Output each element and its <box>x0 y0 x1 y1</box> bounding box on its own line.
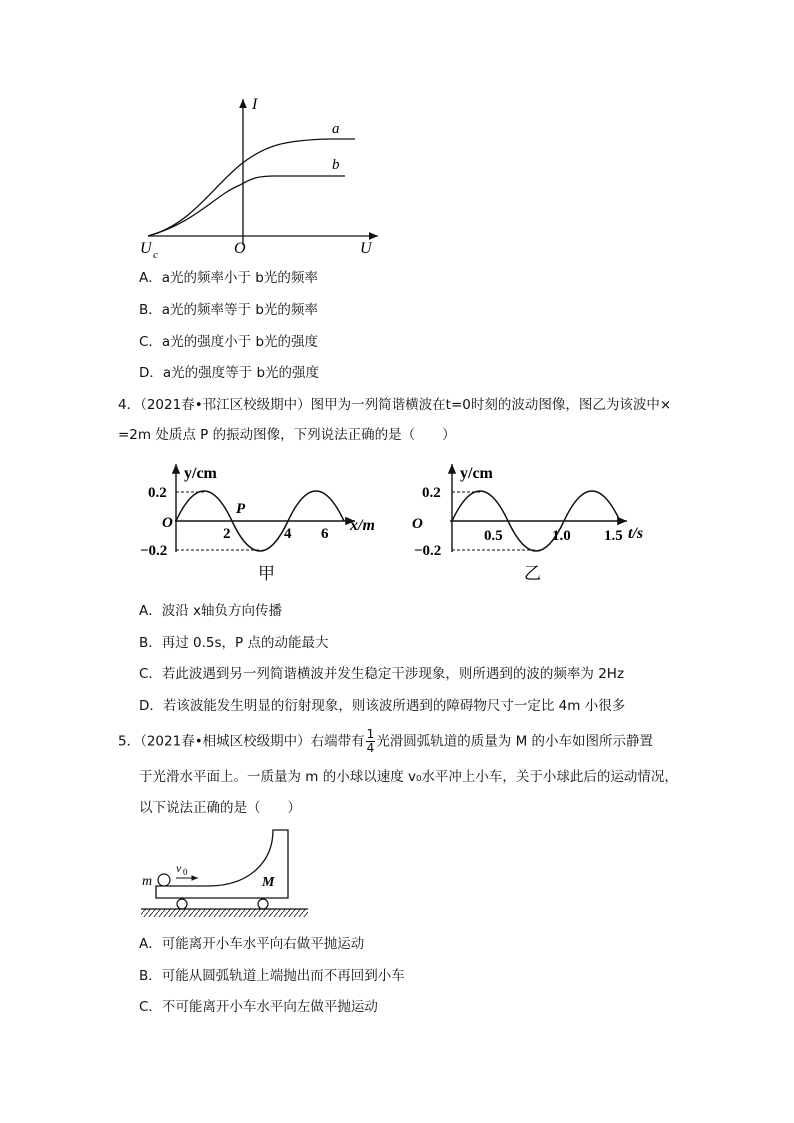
x-axis-label: x/m <box>350 517 375 534</box>
origin-label: O <box>234 240 246 257</box>
curve-b-label: b <box>332 157 340 173</box>
x-tick-6: 6 <box>321 526 329 542</box>
y-bottom-tick: −0.2 <box>414 543 442 559</box>
wave-graph-jia <box>140 462 390 587</box>
ball-mass-label: m <box>142 874 153 889</box>
small-ball <box>158 874 170 886</box>
quarter-fraction <box>366 728 376 755</box>
i-axis-label: I <box>252 96 258 113</box>
caption-yi: 乙 <box>524 564 541 583</box>
caption-jia: 甲 <box>258 564 275 583</box>
y-top-tick: 0.2 <box>422 485 441 501</box>
q5-stem-line2: 于光滑水平面上。一质量为 m 的小球以速度 v₀水平冲上小车，关于小球此后的运动情况， <box>139 769 678 785</box>
curve-b <box>148 176 345 236</box>
cart-diagram <box>138 828 313 920</box>
t-tick-1.0: 1.0 <box>552 528 571 544</box>
fraction-denominator: 4 <box>366 741 375 755</box>
fraction-numerator: 1 <box>366 727 375 741</box>
y-axis-label: y/cm <box>184 465 217 482</box>
right-wheel <box>258 899 268 909</box>
q4-option-c: C．若此波遇到另一列简谐横波并发生稳定干涉现象，则所遇到的波的频率为 2Hz <box>139 666 625 682</box>
q3-option-d: D．a光的强度等于 b光的强度 <box>139 365 320 381</box>
q4-stem-line2: =2m 处质点 P 的振动图像，下列说法正确的是（ ） <box>118 427 456 443</box>
uc-subscript: c <box>153 249 158 260</box>
curve-a <box>148 139 355 236</box>
t-tick-0.5: 0.5 <box>484 528 503 544</box>
wave-graph-yi <box>412 462 662 587</box>
q5-stem-post: 光滑圆弧轨道的质量为 M 的小车如图所示静置 <box>376 733 654 750</box>
ground-hatch <box>141 909 308 917</box>
left-wheel <box>177 899 187 909</box>
uc-label: U <box>140 240 152 257</box>
q4-option-b: B．再过 0.5s，P 点的动能最大 <box>139 635 329 651</box>
q4-stem-line1: 4．（2021春•邗江区校级期中）图甲为一列简谐横波在t=0时刻的波动图像，图乙为该波中× <box>118 397 672 413</box>
y-bottom-tick: −0.2 <box>140 543 168 559</box>
q5-option-c: C．不可能离开小车水平向左做平抛运动 <box>139 999 378 1015</box>
velocity-subscript: 0 <box>183 867 188 877</box>
q4-option-a: A．波沿 x轴负方向传播 <box>139 603 283 619</box>
velocity-label: v <box>176 861 182 875</box>
y-top-tick: 0.2 <box>148 485 167 501</box>
q3-option-b: B．a光的频率等于 b光的频率 <box>139 302 318 318</box>
y-axis-label: y/cm <box>460 465 493 482</box>
t-axis-label: t/s <box>628 525 644 542</box>
q5-option-b: B．可能从圆弧轨道上端抛出而不再回到小车 <box>139 968 405 984</box>
q5-stem-line1 <box>118 728 653 755</box>
u-axis-label: U <box>360 240 372 257</box>
q3-option-a: A．a光的频率小于 b光的频率 <box>139 270 318 286</box>
iu-graph <box>140 95 390 260</box>
t-tick-1.5: 1.5 <box>604 528 623 544</box>
q3-option-c: C．a光的强度小于 b光的强度 <box>139 334 319 350</box>
p-label: P <box>236 501 246 517</box>
q5-option-a: A．可能离开小车水平向右做平抛运动 <box>139 936 365 952</box>
q4-option-d: D．若该波能发生明显的衍射现象，则该波所遇到的障碍物尺寸一定比 4m 小很多 <box>139 698 626 714</box>
q5-stem-pre: 5．（2021春•相城区校级期中）右端带有 <box>118 733 365 750</box>
origin-label: O <box>162 515 173 531</box>
x-tick-2: 2 <box>223 526 231 542</box>
origin-label: O <box>412 516 423 532</box>
x-tick-4: 4 <box>284 526 292 542</box>
cart-mass-label: M <box>262 875 275 890</box>
q5-stem-line3: 以下说法正确的是（ ） <box>139 800 301 816</box>
curve-a-label: a <box>332 121 340 137</box>
